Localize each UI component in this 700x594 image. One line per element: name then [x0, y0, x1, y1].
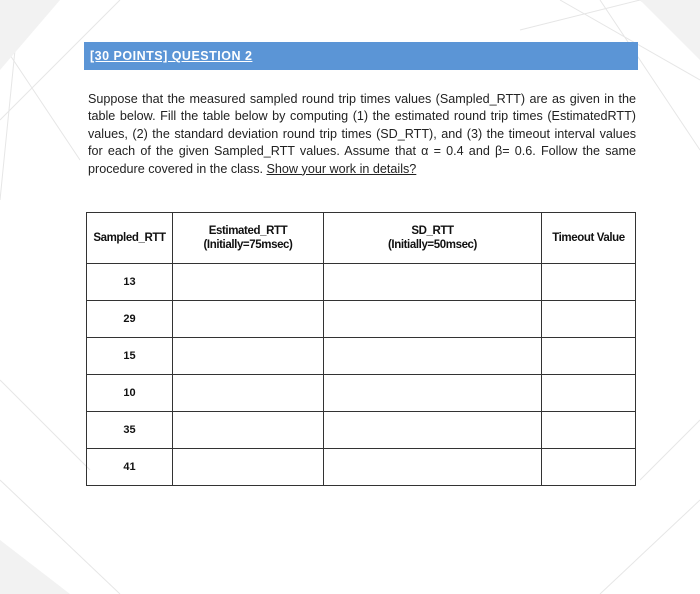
table-row — [87, 338, 636, 375]
timeout-value-cell[interactable] — [542, 338, 636, 375]
estimated-rtt-cell[interactable] — [173, 412, 324, 449]
estimated-rtt-cell[interactable] — [173, 301, 324, 338]
timeout-value-cell[interactable] — [542, 375, 636, 412]
sampled-rtt-cell: 35 — [87, 412, 173, 449]
sampled-rtt-cell: 15 — [87, 338, 173, 375]
sampled-rtt-cell: 41 — [87, 449, 173, 486]
sd-rtt-cell[interactable] — [324, 375, 542, 412]
sd-rtt-cell[interactable] — [324, 301, 542, 338]
question-header-bar — [84, 42, 638, 70]
sd-rtt-cell[interactable] — [324, 264, 542, 301]
sd-rtt-cell[interactable] — [324, 412, 542, 449]
table-row — [87, 449, 636, 486]
table-row — [87, 301, 636, 338]
question-title: [30 POINTS] QUESTION 2 — [90, 49, 253, 63]
estimated-rtt-cell[interactable] — [173, 375, 324, 412]
header-estimated-rtt: Estimated_RTT (Initially=75msec) — [173, 213, 324, 264]
timeout-value-cell[interactable] — [542, 301, 636, 338]
rtt-table — [86, 212, 636, 486]
sampled-rtt-cell: 13 — [87, 264, 173, 301]
sampled-rtt-cell: 29 — [87, 301, 173, 338]
estimated-rtt-cell[interactable] — [173, 338, 324, 375]
table-row — [87, 412, 636, 449]
table-row — [87, 375, 636, 412]
timeout-value-cell[interactable] — [542, 412, 636, 449]
timeout-value-cell[interactable] — [542, 264, 636, 301]
estimated-rtt-cell[interactable] — [173, 449, 324, 486]
table-row — [87, 264, 636, 301]
header-timeout-value: Timeout Value — [542, 213, 636, 264]
table-header-row — [87, 213, 636, 264]
question-body — [88, 91, 636, 178]
sd-rtt-cell[interactable] — [324, 449, 542, 486]
estimated-rtt-cell[interactable] — [173, 264, 324, 301]
header-sampled-rtt: Sampled_RTT — [87, 213, 173, 264]
question-text: Suppose that the measured sampled round trip times values (Sampled_RTT) are as given in the table below. Fill the table below by computing (1) the estimated round trip times (EstimatedRTT) values, (2) the standard deviation round trip times (SD_RTT), and (3) the timeout interval values for each of the given Sampled_RTT values. Assume that α = 0.4 and β= 0.6. Follow the same procedure covered in the class. — [88, 92, 636, 176]
header-sd-rtt: SD_RTT (Initially=50msec) — [324, 213, 542, 264]
timeout-value-cell[interactable] — [542, 449, 636, 486]
question-emphasis: Show your work in details? — [266, 161, 417, 176]
sd-rtt-cell[interactable] — [324, 338, 542, 375]
sampled-rtt-cell: 10 — [87, 375, 173, 412]
